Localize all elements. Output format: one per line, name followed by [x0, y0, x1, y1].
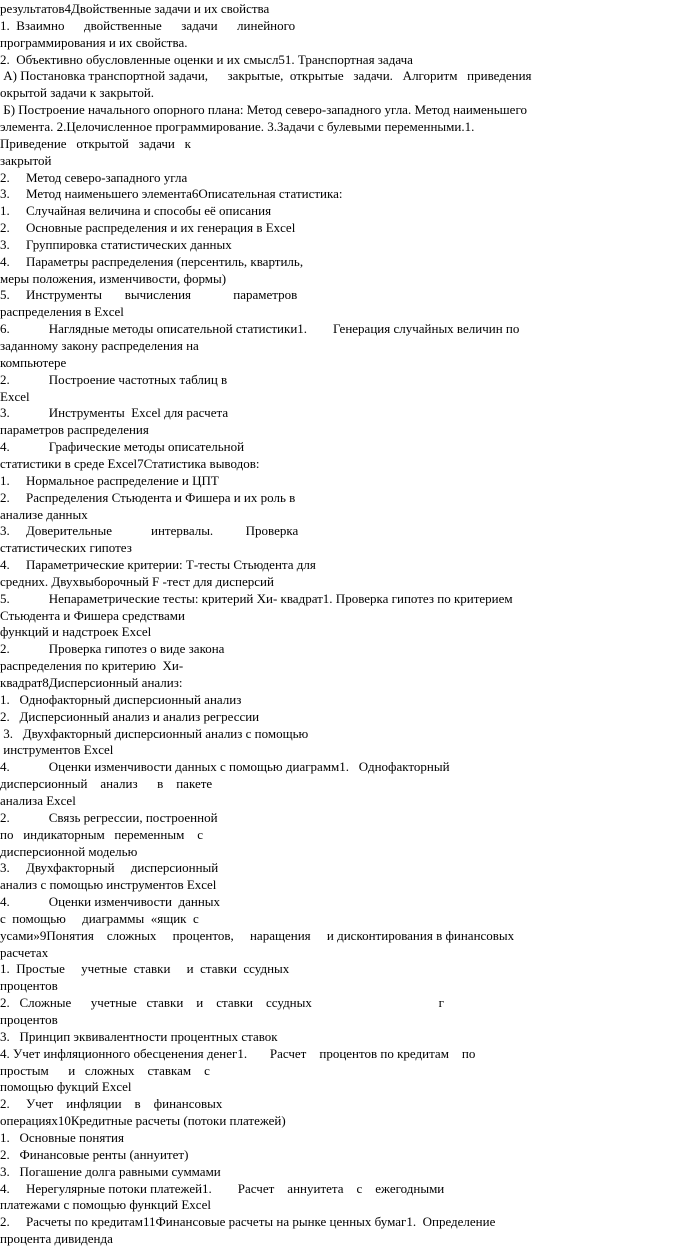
text-line: 2. Метод северо-западного угла	[0, 169, 188, 185]
text-line: 4. Нерегулярные потоки платежей1. Расчет аннуитета с ежегодными	[0, 1180, 445, 1196]
text-line: платежами с помощью функций Excel	[0, 1197, 211, 1213]
text-line: Стьюдента и Фишера средствами	[0, 607, 185, 623]
text-line: анализе данных	[0, 506, 88, 522]
text-line: 1. Нормальное распределение и ЦПТ	[0, 472, 219, 488]
text-line: А) Постановка транспортной задачи, закрытые, открытые задачи. Алгоритм приведения	[0, 68, 532, 84]
text-line: с помощью диаграммы «ящик с	[0, 910, 199, 926]
text-line: дисперсионной моделью	[0, 843, 138, 859]
text-line: 2. Учет инфляции в финансовых	[0, 1096, 223, 1112]
text-line: распределения в Excel	[0, 304, 124, 320]
text-line: 1. Однофакторный дисперсионный анализ	[0, 691, 242, 707]
text-line: элемента. 2.Целочисленное программирование. 3.Задачи с булевыми переменными.1.	[0, 118, 475, 134]
text-line: 3. Метод наименьшего элемента6Описательная статистика:	[0, 186, 343, 202]
text-line: 2. Расчеты по кредитам11Финансовые расчеты на рынке ценных бумаг1. Определение	[0, 1214, 496, 1230]
text-line: усами»9Понятия сложных процентов, наращения и дисконтирования в финансовых	[0, 927, 515, 943]
text-line: компьютере	[0, 354, 67, 370]
text-line: расчетах	[0, 944, 49, 960]
text-line: Приведение открытой задачи к	[0, 135, 191, 151]
text-line: окрытой задачи к закрытой.	[0, 85, 155, 101]
text-line: 2. Дисперсионный анализ и анализ регрессии	[0, 708, 260, 724]
text-line: 3. Доверительные интервалы. Проверка	[0, 523, 299, 539]
text-line: 2. Распределения Стьюдента и Фишера и их роль в	[0, 489, 296, 505]
text-line: функций и надстроек Excel	[0, 624, 152, 640]
text-line: меры положения, изменчивости, формы)	[0, 270, 227, 286]
text-line: 4. Параметры распределения (персентиль, квартиль,	[0, 253, 304, 269]
text-line: простым и сложных ставкам с	[0, 1062, 210, 1078]
text-line: помощью фукций Excel	[0, 1079, 132, 1095]
text-line: Б) Построение начального опорного плана: Метод северо-западного угла. Метод наименьшего	[0, 102, 527, 118]
text-line: программирования и их свойства.	[0, 34, 188, 50]
text-line: по индикаторным переменным с	[0, 826, 204, 842]
text-line: инструментов Excel	[0, 742, 114, 758]
text-line: распределения по критерию Хи-	[0, 658, 184, 674]
text-line: 3. Принцип эквивалентности процентных ставок	[0, 1028, 278, 1044]
text-line: процента дивиденда	[0, 1231, 113, 1247]
text-line: 3. Инструменты Excel для расчета	[0, 405, 229, 421]
text-line: 4. Оценки изменчивости данных	[0, 894, 221, 910]
text-line: закрытой	[0, 152, 52, 168]
text-line: анализ с помощью инструментов Excel	[0, 877, 217, 893]
text-line: 4. Графические методы описательной	[0, 439, 245, 455]
text-line: 3. Двухфакторный дисперсионный	[0, 860, 219, 876]
text-line: 4. Учет инфляционного обесценения денег1. Расчет процентов по кредитам по	[0, 1045, 476, 1061]
text-line: процентов	[0, 1012, 58, 1027]
text-line: заданному закону распределения на	[0, 338, 199, 353]
text-line: статистических гипотез	[0, 540, 132, 556]
text-line: 3. Двухфакторный дисперсионный анализ с помощью	[0, 725, 309, 741]
text-line: 5. Непараметрические тесты: критерий Хи- квадрат1. Проверка гипотез по критерием	[0, 590, 513, 606]
text-line: 2. Построение частотных таблиц в	[0, 371, 228, 387]
text-line: параметров распределения	[0, 422, 149, 438]
text-line: статистики в среде Excel7Статистика выводов:	[0, 455, 260, 471]
text-line: квадрат8Дисперсионный анализ:	[0, 675, 183, 690]
text-line: 2. Объективно обусловленные оценки и их смысл51. Транспортная задача	[0, 51, 413, 67]
text-line: 2. Связь регрессии, построенной	[0, 809, 218, 825]
text-line: 4. Параметрические критерии: Т-тесты Стьюдента для	[0, 557, 316, 573]
text-line: процентов	[0, 978, 58, 994]
text-line: 1. Случайная величина и способы её описания	[0, 203, 272, 219]
text-line: средних. Двухвыборочный F -тест для дисперсий	[0, 573, 274, 589]
text-line: 4. Оценки изменчивости данных с помощью диаграмм1. Однофакторный	[0, 759, 450, 775]
text-line: 2. Проверка гипотез о виде закона	[0, 641, 225, 657]
text-line: 3. Группировка статистических данных	[0, 236, 232, 252]
text-line: 3. Погашение долга равными суммами	[0, 1163, 221, 1179]
text-line: анализа Excel	[0, 792, 76, 808]
text-line: 2. Основные распределения и их генерация в Excel	[0, 220, 296, 236]
text-line: 1. Простые учетные ставки и ставки ссудных	[0, 961, 290, 977]
text-line: 2. Сложные учетные ставки и ставки ссудных г	[0, 995, 444, 1011]
text-line: дисперсионный анализ в пакете	[0, 776, 213, 792]
text-line: операциях10Кредитные расчеты (потоки платежей)	[0, 1113, 286, 1129]
text-line: 1. Взаимно двойственные задачи линейного	[0, 17, 296, 33]
text-line: результатов4Двойственные задачи и их свойства	[0, 1, 270, 16]
text-line: 6. Наглядные методы описательной статистики1. Генерация случайных величин по	[0, 321, 520, 337]
text-line: 2. Финансовые ренты (аннуитет)	[0, 1146, 189, 1162]
text-line: 1. Основные понятия	[0, 1129, 124, 1145]
text-line: 5. Инструменты вычисления параметров	[0, 287, 298, 303]
text-line: Excel	[0, 388, 30, 404]
